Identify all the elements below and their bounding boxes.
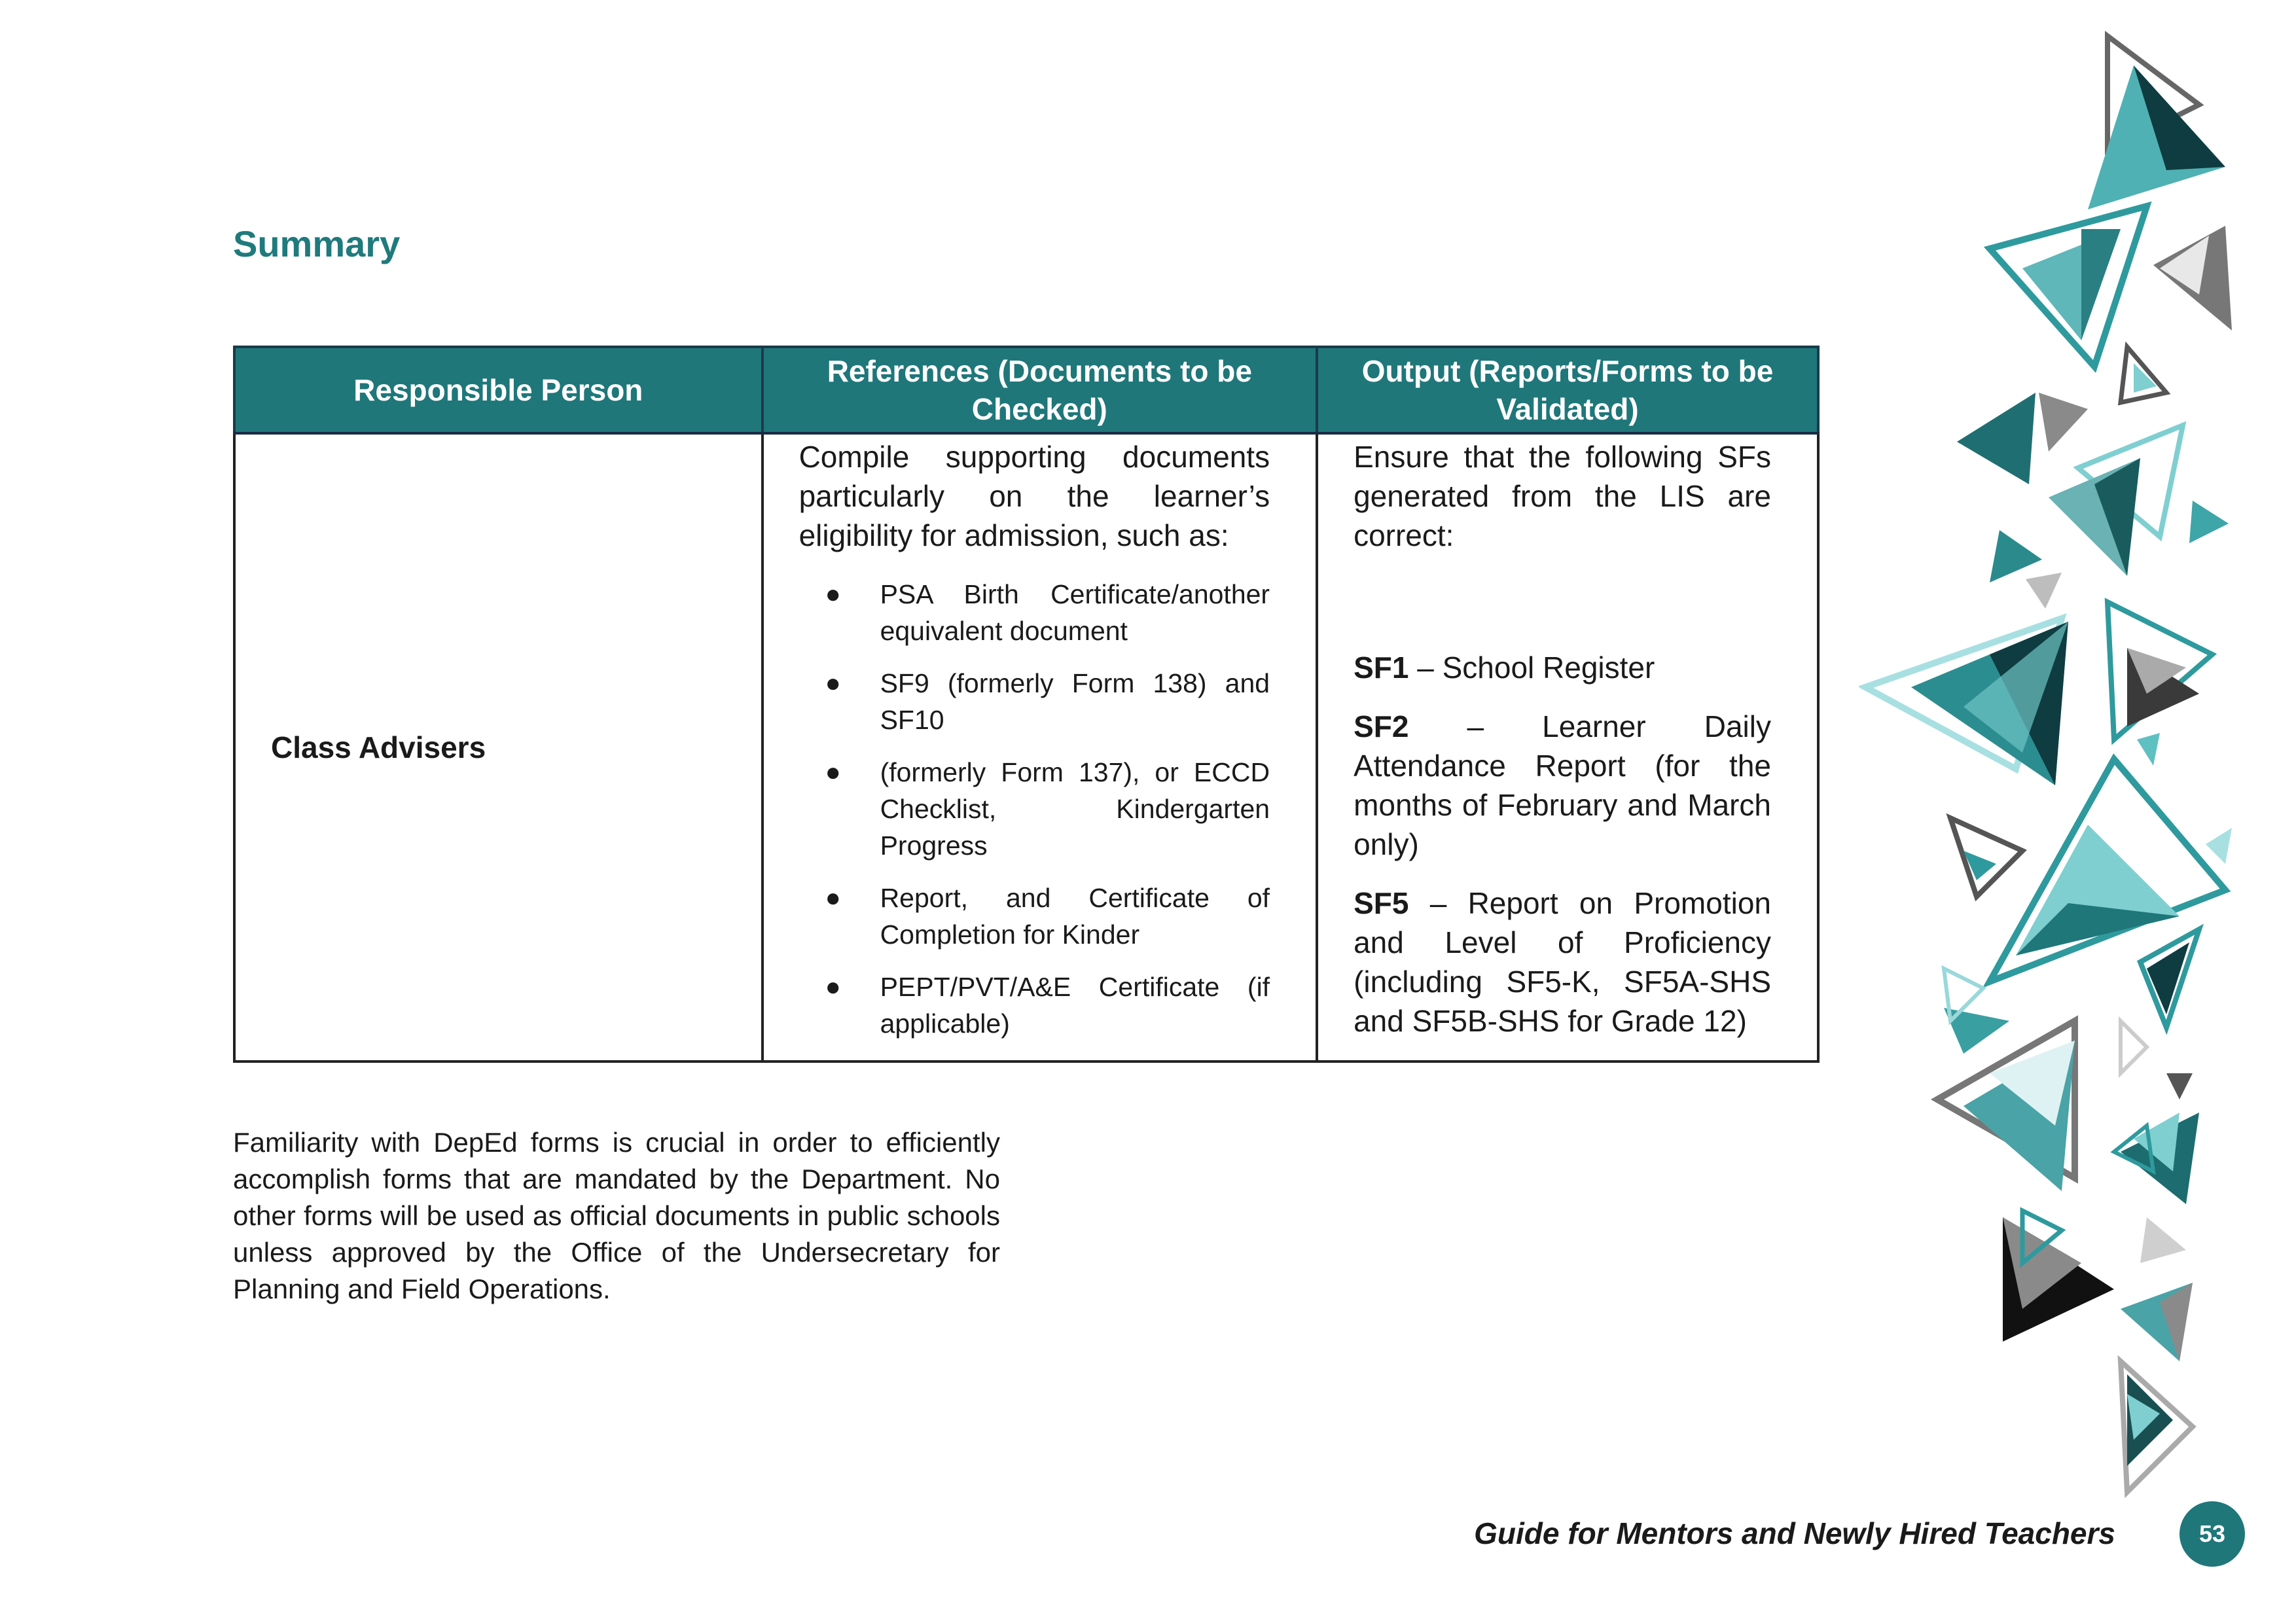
footer-guide-title: Guide for Mentors and Newly Hired Teachers: [1474, 1516, 2115, 1550]
bullet-icon: ●: [825, 972, 841, 1001]
bullet-icon: ●: [825, 883, 841, 912]
sf5-item: SF5 – Report on Promotion and Level of Proficiency (including SF5-K, SF5A-SHS and SF5B-SHS for Grade 12): [1354, 886, 1771, 1038]
references-cell: [762, 433, 1318, 1061]
list-item: ● PSA Birth Certificate/another equivalent document: [799, 576, 1270, 649]
table-row: [234, 433, 1818, 1061]
decorative-triangles: [1859, 0, 2296, 1623]
header-references: References (Documents to be Checked): [762, 347, 1318, 433]
references-intro: Compile supporting documents particularly on the learner’s eligibility for admission, such as:: [798, 440, 1270, 552]
bullet-icon: ●: [825, 580, 841, 609]
header-responsible-person: Responsible Person: [234, 347, 762, 433]
list-item: ● Report, and Certificate of Completion for Kinder: [799, 880, 1270, 953]
document-list: [799, 576, 1270, 1042]
bullet-icon: ●: [825, 758, 841, 787]
sf1-item: SF1 – School Register: [1354, 651, 1655, 685]
header-output: Output (Reports/Forms to be Validated): [1317, 347, 1818, 433]
responsible-cell: [234, 433, 762, 1061]
list-item: ● SF9 (formerly Form 138) and SF10: [799, 665, 1270, 738]
triangle-pattern-icon: [1865, 36, 2232, 1492]
bullet-icon: ●: [825, 669, 841, 698]
list-item: ● PEPT/PVT/A&E Certificate (if applicable): [799, 969, 1270, 1042]
responsible-person: Class Advisers: [271, 730, 486, 764]
summary-table: [233, 346, 1820, 1063]
output-cell: [1317, 433, 1818, 1061]
page-title: Summary: [233, 223, 401, 264]
output-intro: Ensure that the following SFs generated from the LIS are correct:: [1354, 440, 1771, 552]
table-header-row: [234, 347, 1818, 433]
page-number: 53: [2198, 1520, 2226, 1547]
familiarity-paragraph: Familiarity with DepEd forms is crucial in order to efficiently accomplish forms that are mandated by the Department. No other forms will be used as official documents in public schools unless approved by the Office of the Undersecretary for Planning and Field Operations.: [233, 1127, 1000, 1304]
list-item: ● (formerly Form 137), or ECCD Checklist, Kindergarten Progress: [799, 754, 1270, 864]
sf2-item: SF2 – Learner Daily Attendance Report (for the months of February and March only): [1354, 709, 1771, 861]
